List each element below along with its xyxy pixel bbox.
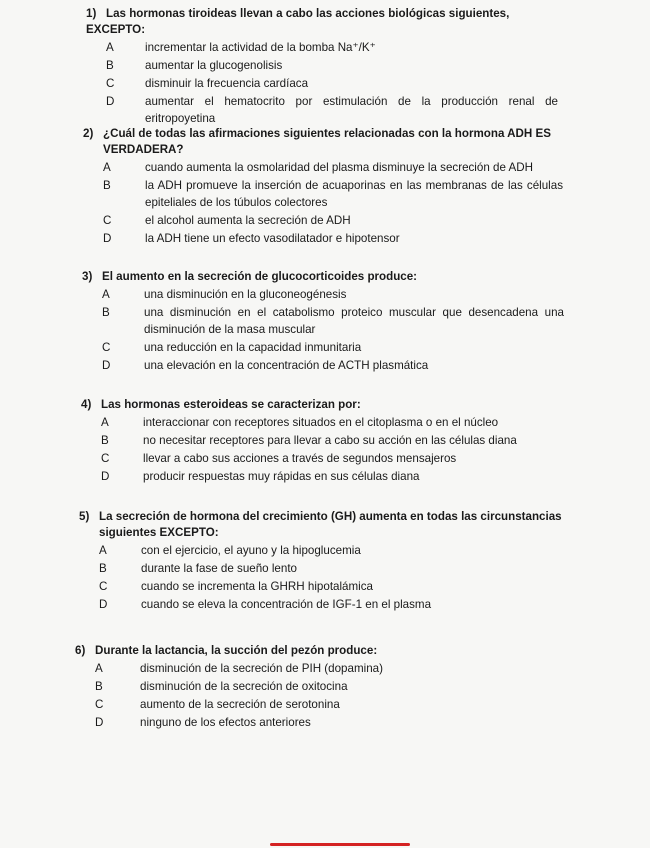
question-number: 2) [83,127,94,140]
scan-edge-line [270,843,410,846]
option-text: la ADH promueve la inserción de acuaporinas en las membranas de las células epiteliales de los túbulos colectores [145,179,563,209]
option-text: cuando aumenta la osmolaridad del plasma disminuye la secreción de ADH [145,161,533,174]
option-text: cuando se eleva la concentración de IGF-1 en el plasma [141,598,432,611]
option-letter: C [102,341,111,354]
question-number: 5) [79,510,90,523]
question-3 [82,269,564,374]
option-text: interaccionar con receptores situados en el citoplasma o en el núcleo [143,416,499,429]
option-text: llevar a cabo sus acciones a través de segundos mensajeros [143,452,457,465]
option-letter: D [102,359,111,372]
question-number: 1) [86,7,97,20]
option-letter: C [95,698,104,711]
option-d [101,468,565,485]
question-4 [81,397,565,485]
option-text: aumentar la glucogenolisis [145,59,283,72]
question-5 [79,509,571,613]
option-a [102,286,564,303]
option-d [103,230,563,247]
option-c [95,696,555,713]
option-a [101,414,565,431]
question-stem: 5) La secreción de hormona del crecimiento (GH) aumenta en todas las circunstancias [79,510,562,523]
option-b [99,560,571,577]
option-letter: A [95,662,103,675]
option-letter: D [99,598,108,611]
question-stem-continued: VERDADERA? [103,143,184,156]
option-letter: C [99,580,108,593]
option-text: con el ejercicio, el ayuno y la hipoglucemia [141,544,361,557]
option-b [101,432,565,449]
option-a [95,660,555,677]
question-2 [83,126,563,247]
option-letter: D [101,470,110,483]
option-d [106,93,558,127]
option-b [103,177,563,211]
option-text: la ADH tiene un efecto vasodilatador e hipotensor [145,232,400,245]
option-letter: B [99,562,107,575]
question-stem-continued: siguientes EXCEPTO: [99,526,219,539]
option-letter: A [101,416,109,429]
option-letter: A [106,41,114,54]
option-letter: A [103,161,111,174]
option-text: ninguno de los efectos anteriores [140,716,311,729]
question-stem: 2) ¿Cuál de todas las afirmaciones siguientes relacionadas con la hormona ADH ES [83,127,551,140]
option-text: el alcohol aumenta la secreción de ADH [145,214,351,227]
question-number: 3) [82,270,93,283]
option-b [95,678,555,695]
question-6 [75,643,555,731]
option-letter: C [101,452,110,465]
option-text: aumentar el hematocrito por estimulación de la producción renal de eritropoyetina [145,95,558,125]
option-letter: B [95,680,103,693]
option-text: una reducción en la capacidad inmunitaria [144,341,362,354]
option-text: producir respuestas muy rápidas en sus células diana [143,470,420,483]
option-letter: A [102,288,110,301]
question-stem: 4) Las hormonas esteroideas se caracterizan por: [81,398,361,411]
option-text: disminuir la frecuencia cardíaca [145,77,309,90]
option-letter: D [103,232,112,245]
option-text: incrementar la actividad de la bomba Na⁺/K⁺ [145,41,376,54]
option-text: cuando se incrementa la GHRH hipotalámica [141,580,373,593]
option-letter: B [103,179,111,192]
option-text: disminución de la secreción de PIH (dopamina) [140,662,383,675]
option-d [95,714,555,731]
option-letter: D [106,95,115,108]
option-c [101,450,565,467]
option-text: no necesitar receptores para llevar a cabo su acción en las células diana [143,434,517,447]
option-d [102,357,564,374]
option-letter: C [106,77,115,90]
option-letter: B [102,306,110,319]
question-number: 4) [81,398,92,411]
question-stem: 6) Durante la lactancia, la succión del pezón produce: [75,644,378,657]
option-a [99,542,571,559]
option-b [102,304,564,338]
option-text: aumento de la secreción de serotonina [140,698,340,711]
option-d [99,596,571,613]
option-letter: D [95,716,104,729]
option-letter: B [101,434,109,447]
option-text: una disminución en el catabolismo proteico muscular que desencadena una disminución de la masa muscular [144,306,564,336]
question-1 [86,6,558,127]
option-c [106,75,558,92]
option-text: durante la fase de sueño lento [141,562,297,575]
option-a [106,39,558,56]
option-letter: B [106,59,114,72]
question-stem: 1) Las hormonas tiroideas llevan a cabo las acciones biológicas siguientes, EXCEPTO: [86,7,510,36]
option-c [99,578,571,595]
option-c [103,212,563,229]
option-a [103,159,563,176]
option-text: una disminución en la gluconeogénesis [144,288,347,301]
question-stem: 3) El aumento en la secreción de glucocorticoides produce: [82,270,418,283]
option-b [106,57,558,74]
question-number: 6) [75,644,86,657]
option-letter: C [103,214,112,227]
option-text: una elevación en la concentración de ACTH plasmática [144,359,429,372]
option-c [102,339,564,356]
option-letter: A [99,544,107,557]
option-text: disminución de la secreción de oxitocina [140,680,348,693]
